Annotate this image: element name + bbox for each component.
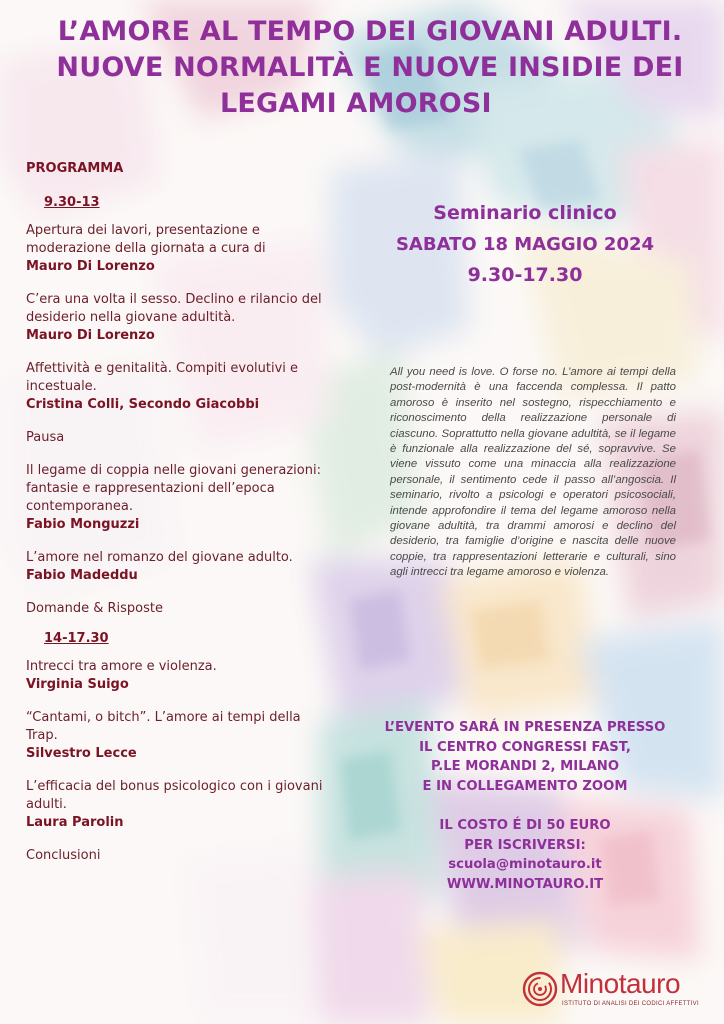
- session-speaker: Fabio Monguzzi: [26, 517, 140, 532]
- session-title: Il legame di coppia nelle giovani generazioni: fantasie e rappresentazioni dell’epoca contemporanea.: [26, 463, 321, 514]
- title-line-3: LEGAMI AMOROSI: [220, 88, 492, 119]
- seminar-info: [340, 198, 710, 291]
- session-title: Domande & Risposte: [26, 601, 163, 616]
- session-speaker: Fabio Madeddu: [26, 568, 138, 583]
- logo-subtitle: ISTITUTO DI ANALISI DEI CODICI AFFETTIVI: [562, 1001, 699, 1007]
- session-title: Intrecci tra amore e violenza.: [26, 659, 217, 674]
- session-speaker: Laura Parolin: [26, 815, 124, 830]
- program-item: [26, 709, 326, 763]
- program-item: [26, 462, 326, 534]
- logo-name: Minotauro: [560, 968, 681, 999]
- session-title: L’efficacia del bonus psicologico con i giovani adulti.: [26, 779, 323, 812]
- session-speaker: Cristina Colli, Secondo Giacobbi: [26, 397, 260, 412]
- program-item-break: [26, 429, 326, 447]
- venue-line-2: IL CENTRO CONGRESSI FAST,: [419, 739, 631, 755]
- program-item-closing: [26, 847, 326, 865]
- program-item: [26, 658, 326, 694]
- session-title: Pausa: [26, 430, 65, 445]
- email-link[interactable]: scuola@minotauro.it: [448, 857, 602, 872]
- venue-line-4: E IN COLLEGAMENTO ZOOM: [422, 778, 628, 794]
- session-speaker: Virginia Suigo: [26, 677, 129, 692]
- session-title: C’era una volta il sesso. Declino e rilancio del desiderio nella giovane adultità.: [26, 292, 322, 325]
- title-line-1: L’AMORE AL TEMPO DEI GIOVANI ADULTI.: [57, 16, 683, 47]
- event-title: [20, 14, 720, 122]
- program-item: [26, 222, 326, 276]
- minotauro-logo[interactable]: [522, 968, 712, 1014]
- seminar-hours: 9.30-17.30: [467, 264, 583, 286]
- program-item: [26, 291, 326, 345]
- program-heading: PROGRAMMA: [26, 161, 124, 176]
- register-label: PER ISCRIVERSI:: [464, 837, 586, 853]
- session-speaker: Mauro Di Lorenzo: [26, 328, 155, 343]
- website-link[interactable]: WWW.MINOTAURO.IT: [446, 876, 604, 892]
- program-item: [26, 360, 326, 414]
- program-item: [26, 549, 326, 585]
- title-line-2: NUOVE NORMALITÀ E NUOVE INSIDIE DEI: [56, 52, 684, 83]
- program-item: [26, 778, 326, 832]
- labyrinth-icon: [522, 971, 558, 1007]
- venue-line-3: P.LE MORANDI 2, MILANO: [430, 759, 620, 774]
- session-title: L’amore nel romanzo del giovane adulto.: [26, 550, 293, 565]
- seminar-description: All you need is love. O forse no. L’amore ai tempi della post-modernità è una faccenda complessa. Il patto amoroso è inserito nel sostegno, rispecchiamento e riconoscimento della realizzazione personale di ciascuno. Soprattutto nella giovane adultità, se il legame è funzionale alla realizzazione del sé, sopravvive. Se viene vissuto come una minaccia alla realizzazione personale, il sentimento cede il passo all’angoscia. Il seminario, rivolto a psicologi e operatori psicosociali, intende approfondire il tema del legame amoroso nella giovane adultità, tra drammi amorosi e declino del desiderio, tra famiglie d’origine e nascita delle nuove coppie, tra rappresentazioni letterarie e culturali, sino agli intrecci tra legame amoroso e violenza.: [390, 366, 676, 579]
- session-speaker: Mauro Di Lorenzo: [26, 259, 155, 274]
- venue-info: [370, 718, 680, 894]
- session-title: Conclusioni: [26, 848, 101, 863]
- venue-line-1: L’EVENTO SARÁ IN PRESENZA PRESSO: [384, 720, 666, 735]
- session-speaker: Silvestro Lecce: [26, 746, 137, 761]
- seminar-label: Seminario clinico: [433, 202, 617, 224]
- seminar-date: SABATO 18 MAGGIO 2024: [395, 234, 655, 255]
- program-column: [26, 160, 326, 880]
- cost-text: IL COSTO É DI 50 EURO: [439, 818, 611, 833]
- session-title: “Cantami, o bitch”. L’amore ai tempi della Trap.: [26, 710, 301, 743]
- session-title: Affettività e genitalità. Compiti evolutivi e incestuale.: [26, 361, 299, 394]
- afternoon-time-slot: 14-17.30: [44, 631, 109, 646]
- session-title: Apertura dei lavori, presentazione e moderazione della giornata a cura di: [26, 223, 266, 256]
- morning-time-slot: 9.30-13: [44, 195, 100, 210]
- program-item-qa: [26, 600, 326, 618]
